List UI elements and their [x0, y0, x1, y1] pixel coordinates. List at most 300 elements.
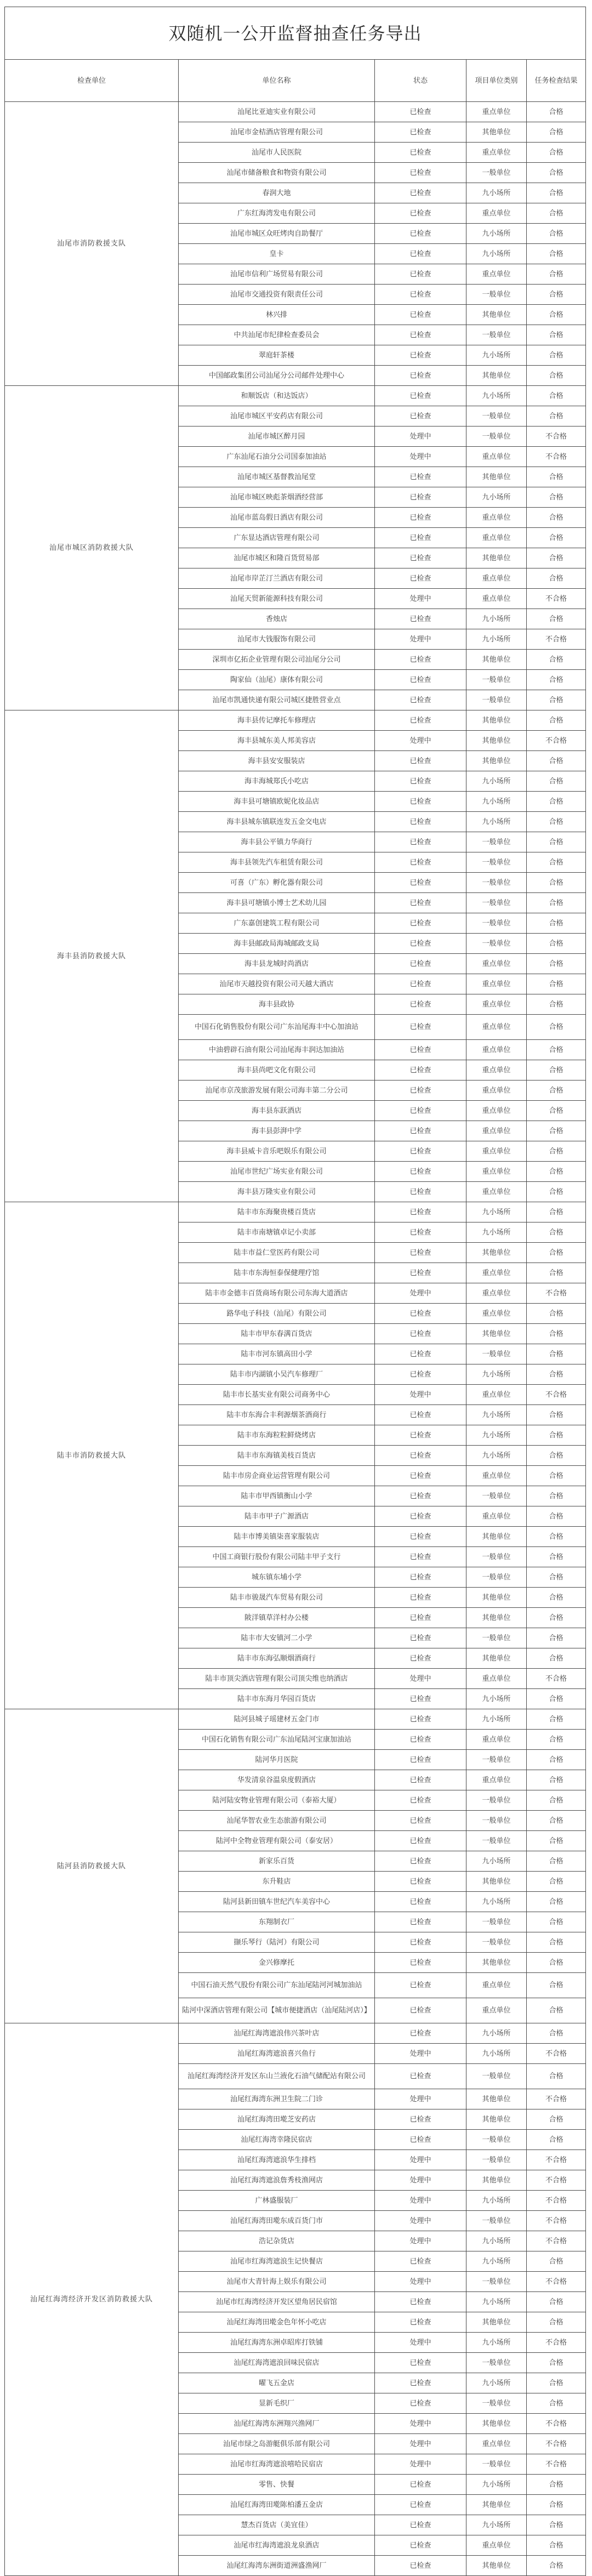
unit-category-cell: 九小场所: [466, 1405, 527, 1425]
unit-category-cell: 九小场所: [466, 629, 527, 650]
unit-name-cell: 汕尾红海湾东洲卫生院二门诊: [179, 2089, 375, 2109]
result-cell: 合格: [527, 487, 586, 508]
result-cell: 不合格: [527, 2231, 586, 2251]
status-cell: 已检查: [375, 1527, 466, 1547]
status-cell: 处理中: [375, 629, 466, 650]
result-cell: 合格: [527, 893, 586, 913]
result-cell: 合格: [527, 2292, 586, 2312]
result-cell: 合格: [527, 2373, 586, 2393]
unit-name-cell: 海丰县彭湃中学: [179, 1121, 375, 1141]
status-cell: 已检查: [375, 771, 466, 792]
unit-name-cell: 中国石油天然气股份有限公司广东汕尾陆河河城加油站: [179, 1973, 375, 1998]
unit-name-cell: 陆河县城子瑶建材五金门市: [179, 1709, 375, 1730]
status-cell: 已检查: [375, 163, 466, 183]
unit-name-cell: 中油碧辟石油有限公司汕尾海丰润达加油站: [179, 1040, 375, 1060]
status-cell: 处理中: [375, 2454, 466, 2475]
result-cell: 合格: [527, 1872, 586, 1892]
unit-category-cell: 重点单位: [466, 1081, 527, 1101]
result-cell: 不合格: [527, 629, 586, 650]
status-cell: 已检查: [375, 467, 466, 487]
unit-category-cell: 九小场所: [466, 1202, 527, 1222]
status-cell: 已检查: [375, 568, 466, 589]
result-cell: 合格: [527, 954, 586, 974]
unit-category-cell: 其他单位: [466, 548, 527, 568]
status-cell: 已检查: [375, 1811, 466, 1831]
result-cell: 合格: [527, 122, 586, 143]
result-cell: 合格: [527, 994, 586, 1015]
status-cell: 已检查: [375, 1912, 466, 1932]
result-cell: 合格: [527, 386, 586, 406]
unit-category-cell: 其他单位: [466, 305, 527, 325]
unit-category-cell: 重点单位: [466, 1304, 527, 1324]
result-cell: 合格: [527, 751, 586, 771]
result-cell: 合格: [527, 548, 586, 568]
status-cell: 已检查: [375, 873, 466, 893]
result-cell: 合格: [527, 1344, 586, 1364]
status-cell: 已检查: [375, 1141, 466, 1162]
status-cell: 已检查: [375, 1892, 466, 1912]
unit-name-cell: 陆丰市东海弘顺烟酒商行: [179, 1648, 375, 1669]
result-cell: 合格: [527, 2251, 586, 2272]
status-cell: 已检查: [375, 2373, 466, 2393]
unit-category-cell: 九小场所: [466, 2373, 527, 2393]
result-cell: 合格: [527, 873, 586, 893]
unit-name-cell: 汕尾红海湾田墘陈柏潘五金店: [179, 2495, 375, 2515]
unit-name-cell: 汕尾红海湾东洲翔兴渔网厂: [179, 2414, 375, 2434]
unit-name-cell: 陆丰市博美镇柒喜家服装店: [179, 1527, 375, 1547]
column-header-result: 任务检查结果: [527, 60, 586, 102]
result-cell: 合格: [527, 1892, 586, 1912]
unit-category-cell: 九小场所: [466, 2023, 527, 2044]
status-cell: 已检查: [375, 2251, 466, 2272]
unit-category-cell: 其他单位: [466, 366, 527, 386]
status-cell: 已检查: [375, 1202, 466, 1222]
status-cell: 已检查: [375, 650, 466, 670]
column-header-unit-category: 项目单位类别: [466, 60, 527, 102]
result-cell: 不合格: [527, 2211, 586, 2231]
status-cell: 已检查: [375, 2475, 466, 2495]
unit-name-cell: 海丰县可塘镇小博士艺术幼儿园: [179, 893, 375, 913]
result-cell: 合格: [527, 406, 586, 427]
unit-name-cell: 皇卡: [179, 244, 375, 264]
status-cell: 已检查: [375, 994, 466, 1015]
status-cell: 已检查: [375, 406, 466, 427]
status-cell: 已检查: [375, 1304, 466, 1324]
unit-name-cell: 翠庭轩茶楼: [179, 345, 375, 366]
unit-name-cell: 广东红海湾发电有限公司: [179, 203, 375, 224]
result-cell: 合格: [527, 1121, 586, 1141]
unit-category-cell: 九小场所: [466, 183, 527, 203]
result-cell: 合格: [527, 1831, 586, 1851]
unit-name-cell: 汕尾红海湾遮浪詹秀枝渔网店: [179, 2170, 375, 2191]
result-cell: 合格: [527, 1081, 586, 1101]
column-header-status: 状态: [375, 60, 466, 102]
unit-name-cell: 陶家仙（汕尾）康体有限公司: [179, 670, 375, 690]
unit-category-cell: 九小场所: [466, 2515, 527, 2535]
result-cell: 合格: [527, 1973, 586, 1998]
result-cell: 合格: [527, 345, 586, 366]
unit-name-cell: 零售、快餐: [179, 2475, 375, 2495]
result-cell: 合格: [527, 1709, 586, 1730]
unit-name-cell: 陆丰市长基实业有限公司商务中心: [179, 1385, 375, 1405]
unit-category-cell: 九小场所: [466, 487, 527, 508]
status-cell: 已检查: [375, 1060, 466, 1081]
status-cell: 处理中: [375, 2414, 466, 2434]
result-cell: 合格: [527, 2130, 586, 2150]
unit-category-cell: 九小场所: [466, 2191, 527, 2211]
unit-name-cell: 路华电子科技（汕尾）有限公司: [179, 1304, 375, 1324]
result-cell: 合格: [527, 771, 586, 792]
result-cell: 合格: [527, 2515, 586, 2535]
unit-name-cell: 海丰县可塘镇欧妮化妆品店: [179, 792, 375, 812]
unit-name-cell: 陆丰市河东镇高田小学: [179, 1344, 375, 1364]
unit-name-cell: 可喜（广东）孵化器有限公司: [179, 873, 375, 893]
status-cell: 已检查: [375, 832, 466, 852]
unit-category-cell: 其他单位: [466, 2495, 527, 2515]
result-cell: 合格: [527, 832, 586, 852]
status-cell: 已检查: [375, 2393, 466, 2414]
result-cell: 合格: [527, 264, 586, 285]
status-cell: 已检查: [375, 1608, 466, 1628]
status-cell: 已检查: [375, 609, 466, 629]
status-cell: 已检查: [375, 1364, 466, 1385]
status-cell: 处理中: [375, 1283, 466, 1304]
result-cell: 合格: [527, 1932, 586, 1953]
column-header-inspecting-unit: 检查单位: [5, 60, 179, 102]
result-cell: 不合格: [527, 2454, 586, 2475]
status-cell: 已检查: [375, 1851, 466, 1872]
unit-category-cell: 九小场所: [466, 2231, 527, 2251]
status-cell: 已检查: [375, 1831, 466, 1851]
unit-name-cell: 慧杰百货店（美宜佳）: [179, 2515, 375, 2535]
table-row: [5, 102, 586, 122]
status-cell: 处理中: [375, 2231, 466, 2251]
result-cell: 合格: [527, 1141, 586, 1162]
result-cell: 合格: [527, 1648, 586, 1669]
result-cell: 合格: [527, 974, 586, 994]
result-cell: 合格: [527, 1730, 586, 1750]
result-cell: 不合格: [527, 2191, 586, 2211]
status-cell: 已检查: [375, 1872, 466, 1892]
status-cell: 处理中: [375, 1669, 466, 1689]
result-cell: 合格: [527, 1750, 586, 1770]
unit-name-cell: 陆河县新田镇车世纪汽车美容中心: [179, 1892, 375, 1912]
unit-category-cell: 其他单位: [466, 2556, 527, 2576]
status-cell: 已检查: [375, 2556, 466, 2576]
unit-name-cell: 汕尾市信利广场贸易有限公司: [179, 264, 375, 285]
unit-category-cell: 九小场所: [466, 244, 527, 264]
status-cell: 已检查: [375, 2535, 466, 2556]
unit-name-cell: 中共汕尾市纪律检查委员会: [179, 325, 375, 345]
unit-category-cell: 一般单位: [466, 2454, 527, 2475]
unit-category-cell: 其他单位: [466, 1872, 527, 1892]
unit-name-cell: 海丰县城东镇联连发五金交电店: [179, 812, 375, 832]
status-cell: 已检查: [375, 710, 466, 731]
status-cell: 已检查: [375, 690, 466, 710]
unit-category-cell: 重点单位: [466, 143, 527, 163]
status-cell: 已检查: [375, 528, 466, 548]
unit-category-cell: 一般单位: [466, 2393, 527, 2414]
result-cell: 合格: [527, 690, 586, 710]
unit-name-cell: 海丰县尚吧文化有限公司: [179, 1060, 375, 1081]
status-cell: 处理中: [375, 1385, 466, 1405]
unit-name-cell: 东翔制衣厂: [179, 1912, 375, 1932]
unit-category-cell: 一般单位: [466, 2064, 527, 2089]
result-cell: 合格: [527, 934, 586, 954]
result-cell: 合格: [527, 224, 586, 244]
result-cell: 合格: [527, 102, 586, 122]
unit-category-cell: 一般单位: [466, 832, 527, 852]
status-cell: 已检查: [375, 1040, 466, 1060]
result-cell: 合格: [527, 2353, 586, 2373]
result-cell: 合格: [527, 1608, 586, 1628]
unit-category-cell: 一般单位: [466, 1567, 527, 1588]
result-cell: 合格: [527, 2023, 586, 2044]
unit-category-cell: 其他单位: [466, 751, 527, 771]
unit-name-cell: 和顺饭店（和达饭店）: [179, 386, 375, 406]
result-cell: 合格: [527, 1364, 586, 1385]
unit-name-cell: 汕尾市交通投资有限责任公司: [179, 285, 375, 305]
status-cell: 已检查: [375, 2353, 466, 2373]
unit-category-cell: 其他单位: [466, 1608, 527, 1628]
unit-name-cell: 陆河中全物业管理有限公司（泰安居）: [179, 1831, 375, 1851]
result-cell: 不合格: [527, 447, 586, 467]
unit-category-cell: 一般单位: [466, 1831, 527, 1851]
status-cell: 处理中: [375, 447, 466, 467]
inspection-report-table: [4, 7, 586, 2576]
unit-category-cell: 其他单位: [466, 122, 527, 143]
unit-name-cell: 陆丰市内湖镇小吴汽车修理厂: [179, 1364, 375, 1385]
unit-category-cell: 其他单位: [466, 2109, 527, 2130]
result-cell: 合格: [527, 305, 586, 325]
status-cell: 已检查: [375, 183, 466, 203]
unit-category-cell: 一般单位: [466, 893, 527, 913]
unit-category-cell: 一般单位: [466, 427, 527, 447]
unit-name-cell: 陆河陆安物业管理有限公司（泰裕大厦）: [179, 1790, 375, 1811]
status-cell: 已检查: [375, 366, 466, 386]
result-cell: 不合格: [527, 427, 586, 447]
unit-category-cell: 九小场所: [466, 1364, 527, 1385]
unit-name-cell: 曜飞五金店: [179, 2373, 375, 2393]
status-cell: 处理中: [375, 2434, 466, 2454]
unit-category-cell: 重点单位: [466, 1770, 527, 1790]
unit-name-cell: 汕尾市红海湾经济开发区望角居民宿馆: [179, 2292, 375, 2312]
unit-category-cell: 一般单位: [466, 406, 527, 427]
unit-name-cell: 中国石化销售股份有限公司广东汕尾海丰中心加油站: [179, 1015, 375, 1040]
unit-name-cell: 汕尾市城区基督教汕尾堂: [179, 467, 375, 487]
result-cell: 合格: [527, 913, 586, 934]
unit-category-cell: 一般单位: [466, 1912, 527, 1932]
unit-name-cell: 陆河华月医院: [179, 1750, 375, 1770]
status-cell: 已检查: [375, 852, 466, 873]
status-cell: 已检查: [375, 1770, 466, 1790]
unit-name-cell: 陆丰市甲西镇衡山小学: [179, 1486, 375, 1506]
result-cell: 不合格: [527, 1283, 586, 1304]
status-cell: 处理中: [375, 427, 466, 447]
result-cell: 合格: [527, 1790, 586, 1811]
unit-name-cell: 海丰县领先汽车租赁有限公司: [179, 852, 375, 873]
result-cell: 不合格: [527, 2089, 586, 2109]
result-cell: 合格: [527, 1567, 586, 1588]
table-row: [5, 2023, 586, 2044]
unit-name-cell: 显新毛织厂: [179, 2393, 375, 2414]
status-cell: 已检查: [375, 1648, 466, 1669]
result-cell: 合格: [527, 2109, 586, 2130]
result-cell: 合格: [527, 1425, 586, 1446]
status-cell: 已检查: [375, 325, 466, 345]
unit-category-cell: 重点单位: [466, 1385, 527, 1405]
result-cell: 合格: [527, 2495, 586, 2515]
status-cell: 已检查: [375, 1081, 466, 1101]
status-cell: 已检查: [375, 285, 466, 305]
inspecting-unit-cell: 汕尾市城区消防救援大队: [5, 386, 179, 710]
unit-category-cell: 九小场所: [466, 1446, 527, 1466]
status-cell: 已检查: [375, 1486, 466, 1506]
unit-name-cell: 海丰县传记摩托车修理店: [179, 710, 375, 731]
result-cell: 合格: [527, 1243, 586, 1263]
unit-category-cell: 九小场所: [466, 386, 527, 406]
result-cell: 不合格: [527, 1669, 586, 1689]
unit-name-cell: 陆丰市大安镇河二小学: [179, 1628, 375, 1648]
unit-category-cell: 其他单位: [466, 1953, 527, 1973]
status-cell: 已检查: [375, 792, 466, 812]
unit-category-cell: 一般单位: [466, 325, 527, 345]
unit-name-cell: 金兴修摩托: [179, 1953, 375, 1973]
unit-category-cell: 九小场所: [466, 1851, 527, 1872]
unit-category-cell: 重点单位: [466, 1998, 527, 2023]
result-cell: 合格: [527, 244, 586, 264]
result-cell: 不合格: [527, 2272, 586, 2292]
unit-category-cell: 一般单位: [466, 873, 527, 893]
result-cell: 合格: [527, 1466, 586, 1486]
unit-name-cell: 汕尾市红海湾遮浪龙泉酒店: [179, 2535, 375, 2556]
status-cell: 已检查: [375, 974, 466, 994]
status-cell: 已检查: [375, 264, 466, 285]
unit-category-cell: 九小场所: [466, 1425, 527, 1446]
unit-category-cell: 九小场所: [466, 1709, 527, 1730]
result-cell: 不合格: [527, 2414, 586, 2434]
status-cell: 已检查: [375, 1222, 466, 1243]
status-cell: 已检查: [375, 893, 466, 913]
unit-name-cell: 陆丰市益仁堂医药有限公司: [179, 1243, 375, 1263]
result-cell: 合格: [527, 325, 586, 345]
unit-category-cell: 九小场所: [466, 2044, 527, 2064]
result-cell: 合格: [527, 528, 586, 548]
status-cell: 已检查: [375, 386, 466, 406]
unit-name-cell: 香烛店: [179, 609, 375, 629]
unit-name-cell: 汕尾市人民医院: [179, 143, 375, 163]
result-cell: 合格: [527, 792, 586, 812]
unit-name-cell: 陆丰市东海镇美枝百货店: [179, 1446, 375, 1466]
unit-name-cell: 陆丰市东海聚贵楼百货店: [179, 1202, 375, 1222]
unit-category-cell: 九小场所: [466, 771, 527, 792]
unit-category-cell: 重点单位: [466, 1141, 527, 1162]
status-cell: 已检查: [375, 1547, 466, 1567]
unit-category-cell: 重点单位: [466, 508, 527, 528]
result-cell: 合格: [527, 2312, 586, 2333]
unit-name-cell: 海丰县城东美人邦美容店: [179, 731, 375, 751]
status-cell: 处理中: [375, 2170, 466, 2191]
status-cell: 已检查: [375, 2109, 466, 2130]
unit-category-cell: 一般单位: [466, 934, 527, 954]
result-cell: 合格: [527, 1015, 586, 1040]
result-cell: 合格: [527, 1912, 586, 1932]
unit-name-cell: 陆丰市东海粒粒鲜烧烤店: [179, 1425, 375, 1446]
unit-name-cell: 汕尾市城区映彪茶烟酒经营部: [179, 487, 375, 508]
result-cell: 合格: [527, 1689, 586, 1709]
unit-category-cell: 一般单位: [466, 1811, 527, 1831]
unit-name-cell: 深圳市亿拓企业管理有限公司汕尾分公司: [179, 650, 375, 670]
result-cell: 合格: [527, 1547, 586, 1567]
unit-category-cell: 重点单位: [466, 1466, 527, 1486]
unit-name-cell: 陆丰市顶尖酒店管理有限公司顶尖维也纳酒店: [179, 1669, 375, 1689]
unit-name-cell: 汕尾红海湾经济开发区东山兰液化石油气储配站有限公司: [179, 2064, 375, 2089]
unit-name-cell: 广东汕尾石油分公司国泰加油站: [179, 447, 375, 467]
unit-category-cell: 其他单位: [466, 1243, 527, 1263]
unit-category-cell: 重点单位: [466, 1730, 527, 1750]
status-cell: 已检查: [375, 1324, 466, 1344]
inspecting-unit-cell: 陆河县消防救援大队: [5, 1709, 179, 2023]
unit-name-cell: 中国邮政集团公司汕尾分公司邮件处理中心: [179, 366, 375, 386]
unit-category-cell: 重点单位: [466, 447, 527, 467]
status-cell: 已检查: [375, 244, 466, 264]
status-cell: 处理中: [375, 589, 466, 609]
unit-category-cell: 九小场所: [466, 1892, 527, 1912]
unit-category-cell: 九小场所: [466, 609, 527, 629]
unit-category-cell: 重点单位: [466, 1060, 527, 1081]
status-cell: 已检查: [375, 1466, 466, 1486]
result-cell: 合格: [527, 1405, 586, 1425]
unit-name-cell: 中国石化销售有限公司广东汕尾陆河宝康加油站: [179, 1730, 375, 1750]
result-cell: 合格: [527, 1446, 586, 1466]
result-cell: 合格: [527, 568, 586, 589]
status-cell: 已检查: [375, 1162, 466, 1182]
unit-name-cell: 汕尾红海湾遮浪回味民宿店: [179, 2353, 375, 2373]
status-cell: 已检查: [375, 1425, 466, 1446]
result-cell: 不合格: [527, 2170, 586, 2191]
result-cell: 合格: [527, 812, 586, 832]
unit-category-cell: 其他单位: [466, 710, 527, 731]
unit-name-cell: 广东显达酒店管理有限公司: [179, 528, 375, 548]
unit-category-cell: 重点单位: [466, 974, 527, 994]
unit-name-cell: 汕尾市城区和隆百货贸易部: [179, 548, 375, 568]
status-cell: 处理中: [375, 2333, 466, 2353]
unit-category-cell: 九小场所: [466, 1222, 527, 1243]
unit-name-cell: 东升鞋店: [179, 1872, 375, 1892]
unit-name-cell: 广东嘉创建筑工程有限公司: [179, 913, 375, 934]
unit-name-cell: 汕尾市城区平安药店有限公司: [179, 406, 375, 427]
unit-category-cell: 一般单位: [466, 690, 527, 710]
status-cell: 已检查: [375, 305, 466, 325]
unit-name-cell: 陆丰市金德丰百货商场有限公司东海大道酒店: [179, 1283, 375, 1304]
unit-name-cell: 汕尾市绿之岛游艇俱乐部有限公司: [179, 2434, 375, 2454]
result-cell: 不合格: [527, 731, 586, 751]
status-cell: 已检查: [375, 751, 466, 771]
unit-category-cell: 重点单位: [466, 1162, 527, 1182]
status-cell: 已检查: [375, 203, 466, 224]
unit-name-cell: 陆丰市甲东春满百货店: [179, 1324, 375, 1344]
unit-category-cell: 其他单位: [466, 2414, 527, 2434]
unit-name-cell: 陆丰市甲子广源酒店: [179, 1506, 375, 1527]
unit-category-cell: 九小场所: [466, 812, 527, 832]
unit-category-cell: 其他单位: [466, 467, 527, 487]
unit-name-cell: 汕尾市岸芷汀兰酒店有限公司: [179, 568, 375, 589]
unit-category-cell: 重点单位: [466, 1506, 527, 1527]
unit-category-cell: 重点单位: [466, 1182, 527, 1202]
result-cell: 合格: [527, 2556, 586, 2576]
unit-name-cell: 海丰县公平镇力华商行: [179, 832, 375, 852]
status-cell: 已检查: [375, 1790, 466, 1811]
